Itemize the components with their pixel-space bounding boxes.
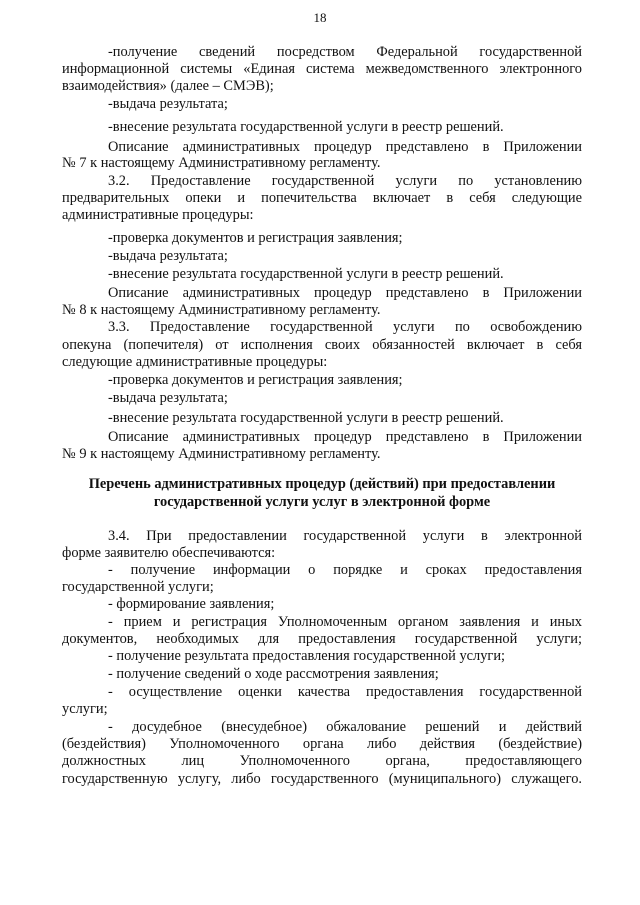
text-line: форме заявителю обеспечиваются:	[62, 545, 276, 561]
text-line: - формирование заявления;	[108, 596, 275, 612]
text-line: - получение информации о порядке и сроках предоставления	[108, 562, 582, 578]
text-line: - досудебное (внесудебное) обжалование решений и действий	[108, 719, 582, 735]
text-line: -внесение результата государственной услуги в реестр решений.	[108, 119, 504, 135]
text-line: предварительных опеки и попечительства включает в себя следующие	[62, 190, 582, 206]
section-heading: государственной услуги услуг в электронной форме	[153, 494, 491, 510]
text-line: -внесение результата государственной услуги в реестр решений.	[108, 266, 504, 282]
text-line: - осуществление оценки качества предоставления государственной	[108, 684, 582, 700]
text-line: государственной услуги;	[62, 579, 214, 595]
text-line: 3.3. Предоставление государственной услуги по освобождению	[108, 319, 582, 335]
text-line: Описание административных процедур представлено в Приложении	[108, 139, 582, 155]
text-line: 3.4. При предоставлении государственной услуги в электронной	[108, 528, 582, 544]
text-line: взаимодействия» (далее – СМЭВ);	[62, 78, 274, 94]
text-line: -проверка документов и регистрация заявления;	[108, 372, 403, 388]
text-line: должностных лиц Уполномоченного органа, предоставляющего	[62, 753, 582, 769]
text-line: -выдача результата;	[108, 248, 228, 264]
text-line: (бездействия) Уполномоченного органа либо действия (бездействие)	[62, 736, 582, 752]
text-line: - получение результата предоставления государственной услуги;	[108, 648, 506, 664]
text-line: № 8 к настоящему Административному регламенту.	[62, 302, 381, 318]
text-line: -выдача результата;	[108, 390, 228, 406]
text-line: - прием и регистрация Уполномоченным органом заявления и иных	[108, 614, 582, 630]
text-line: Описание административных процедур представлено в Приложении	[108, 285, 582, 301]
text-line: услуги;	[62, 701, 108, 717]
text-line: государственную услугу, либо государственного (муниципального) служащего.	[62, 771, 582, 787]
text-line: -внесение результата государственной услуги в реестр решений.	[108, 410, 504, 426]
text-line: 3.2. Предоставление государственной услуги по установлению	[108, 173, 582, 189]
text-line: административные процедуры:	[62, 207, 254, 223]
text-line: информационной системы «Единая система межведомственного электронного	[62, 61, 582, 77]
text-line: - получение сведений о ходе рассмотрения заявления;	[108, 666, 439, 682]
text-line: № 7 к настоящему Административному регламенту.	[62, 155, 381, 171]
text-line: -проверка документов и регистрация заявления;	[108, 230, 403, 246]
text-line: Описание административных процедур представлено в Приложении	[108, 429, 582, 445]
page-number: 18	[313, 10, 327, 25]
text-line: документов, необходимых для предоставления государственной услуги;	[62, 631, 582, 647]
text-line: следующие административные процедуры:	[62, 354, 328, 370]
section-heading: Перечень административных процедур (действий) при предоставлении	[88, 476, 556, 492]
text-line: -выдача результата;	[108, 96, 228, 112]
text-line: № 9 к настоящему Административному регламенту.	[62, 446, 381, 462]
text-line: -получение сведений посредством Федеральной государственной	[108, 44, 582, 60]
text-line: опекуна (попечителя) от исполнения своих обязанностей включает в себя	[62, 337, 582, 353]
